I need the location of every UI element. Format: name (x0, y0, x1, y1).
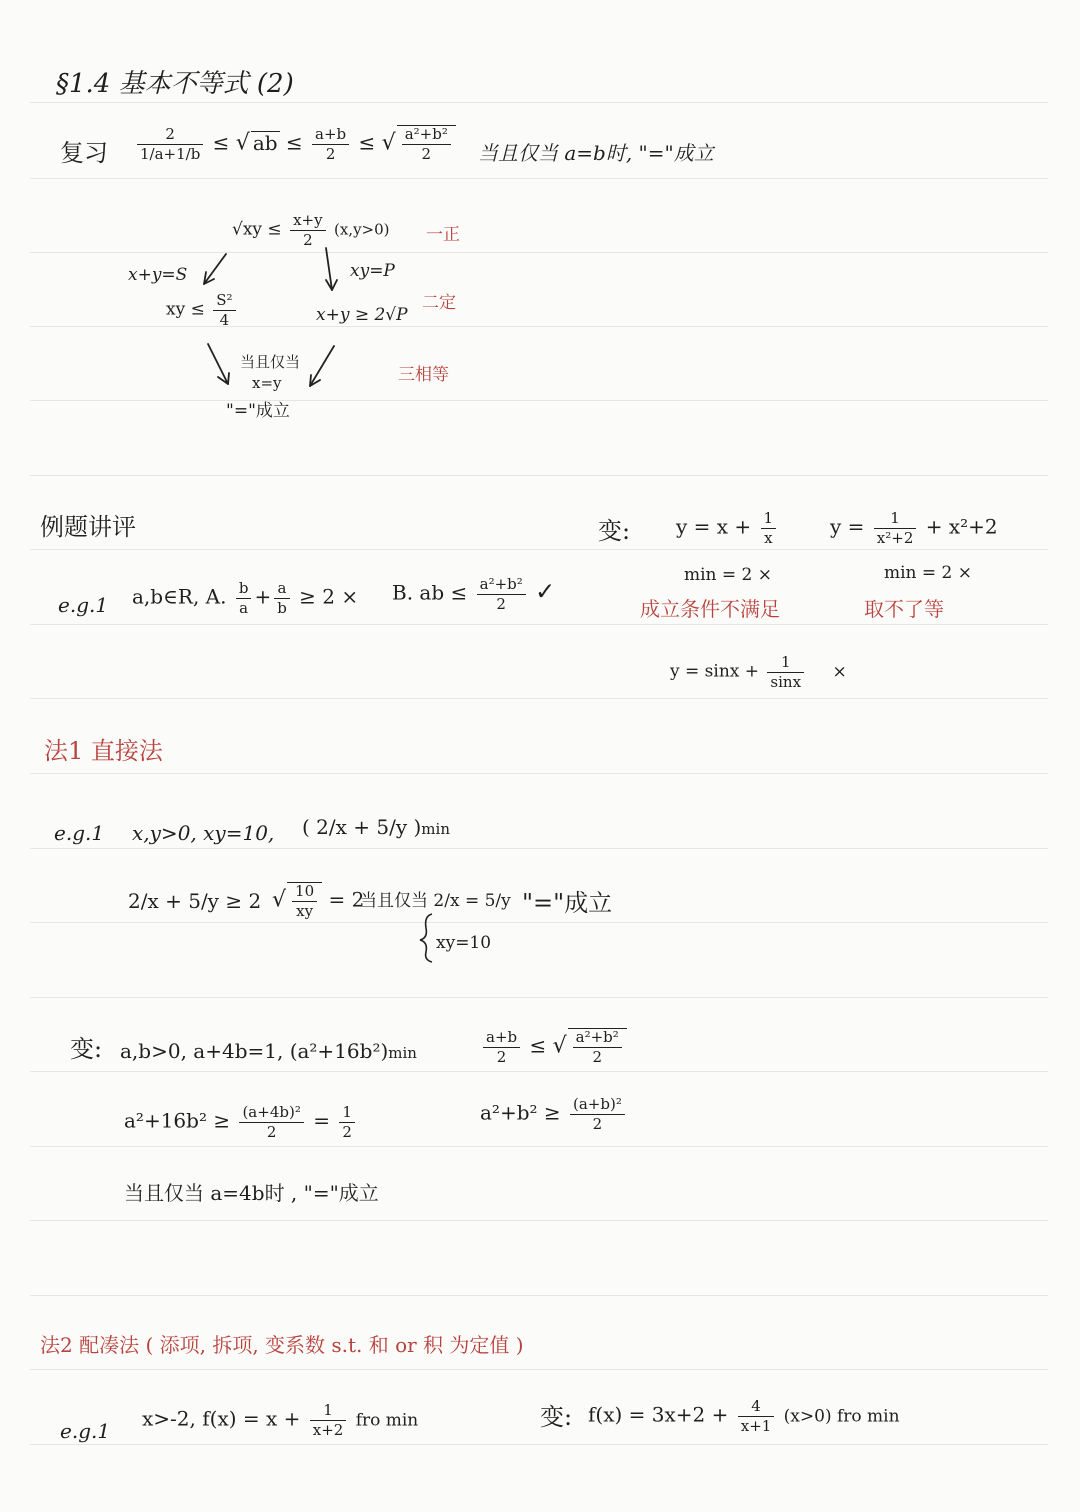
variant1-f2: y = $\frac{1}{\text{x²+2}}$ + x²+2 (830, 509, 998, 547)
diagram-conclusion: "="成立 (226, 401, 290, 421)
note-three-equal: 三相等 (398, 365, 449, 385)
diagram-right-result: x+y ≥ 2√P (316, 305, 408, 325)
variant1-f2-note: 取不了等 (864, 597, 944, 621)
variant2-side-inequality: a²+b² ≥ $\frac{\text{(a+b)²}}{2}$ (480, 1096, 628, 1132)
variant1-f1-min: min = 2 × (684, 565, 773, 585)
variant2-condition: 当且仅当 a=4b时 , "="成立 (124, 1181, 379, 1205)
sqrt-ab: ab (252, 130, 278, 155)
variant1-f1-note: 成立条件不满足 (640, 597, 780, 621)
diagram-right-given: xy=P (350, 261, 395, 281)
variant1-f2-min: min = 2 × (884, 563, 973, 583)
method1-step1-condition2: xy=10 (436, 933, 492, 953)
method1-eg-target: ( 2/x + 5/y )min (302, 815, 450, 839)
eg1-label: e.g.1 (58, 593, 109, 617)
method1-step1: 2/x + 5/y ≥ 2 (128, 889, 262, 913)
variant1-f3: y = sinx + $\frac{1}{\sin x}$ × (670, 653, 847, 691)
review-inequality-chain: $\frac{2}{1/a+1/b}$ ≤ √ ab ≤ $\frac{a+b}{2}$ ≤ √ $\frac{\text{a²+b²}}{2}$ (134, 125, 456, 162)
harmonic-mean-fraction: $\frac{2}{1/a+1/b}$ (137, 126, 203, 162)
review-equality-condition: 当且仅当 a=b时, "="成立 (478, 141, 714, 165)
method2-eg-label: e.g.1 (60, 1419, 111, 1443)
method1-step1-eq: "="成立 (522, 889, 613, 917)
diagram-condition-line1: 当且仅当 (240, 353, 301, 371)
method2-variant-text: f(x) = 3x+2 + $\frac{4}{x+1}$ (x>0) fro min (588, 1397, 900, 1435)
review-label: 复习 (60, 139, 108, 167)
diagram-left-result: xy ≤ $\frac{\text{S²}}{4}$ (166, 292, 239, 328)
method1-eg-label: e.g.1 (54, 821, 105, 845)
variant1-label: 变: (598, 517, 631, 545)
variant2-text: a,b>0, a+4b=1, (a²+16b²)min (120, 1039, 417, 1063)
method1-heading: 法1 直接法 (44, 737, 163, 765)
diagram-condition-line2: x=y (252, 374, 282, 392)
method2-eg-text: x>-2, f(x) = x + $\frac{1}{x+2}$ fro min (142, 1401, 419, 1439)
examples-heading: 例题讲评 (40, 513, 136, 541)
note-two-fixed: 二定 (422, 293, 456, 313)
arithmetic-mean-fraction: $\frac{a+b}{2}$ (312, 126, 349, 162)
page-title: §1.4 基本不等式 (2) (56, 69, 294, 99)
variant2-mean-inequality: $\frac{a+b}{2}$ ≤ √ $\frac{\text{a²+b²}}{2}$ (480, 1028, 627, 1065)
method1-step1-condition: 当且仅当 2/x = 5/y (360, 891, 511, 911)
note-one-positive: 一正 (426, 225, 460, 245)
quadratic-mean-sqrt: $\frac{\text{a²+b²}}{2}$ (397, 125, 456, 162)
method2-heading: 法2 配凑法 ( 添项, 拆项, 变系数 s.t. 和 or 积 为定值 ) (40, 1333, 524, 1357)
method1-step1-sqrt: √ $\frac{10}{xy}$ = 2 (272, 882, 365, 920)
method1-eg-text: x,y>0, xy=10, (132, 821, 275, 845)
variant2-step: a²+16b² ≥ $\frac{\text{(a+4b)²}}{2}$ = $\frac{1}{2}$ (124, 1104, 358, 1140)
variant2-label: 变: (70, 1035, 103, 1063)
eg1-statement: a,b∈R, A. $\frac{b}{a}$ + $\frac{a}{b}$ ≥ 2 × (132, 579, 359, 617)
diagram-left-given: x+y=S (128, 265, 188, 285)
variant1-f1: y = x + $\frac{1}{x}$ (676, 510, 779, 546)
diagram-top-inequality: √xy ≤ $\frac{x+y}{2}$ (x,y>0) (232, 211, 390, 249)
eg1-option-b: B. ab ≤ $\frac{\text{a²+b²}}{2}$ ✓ (392, 575, 556, 613)
method2-variant-label: 变: (540, 1403, 573, 1431)
